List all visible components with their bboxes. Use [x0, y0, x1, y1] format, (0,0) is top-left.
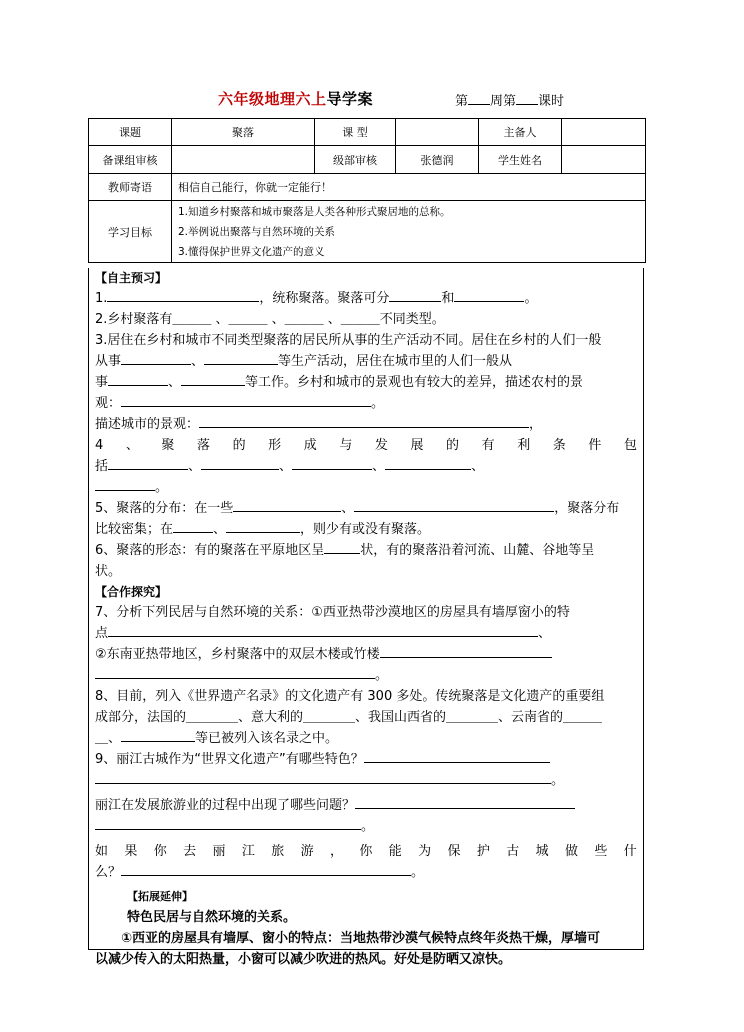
- q9-text: 丽江在发展旅游业的过程中出现了哪些问题？: [95, 798, 356, 813]
- q9-blank-2[interactable]: [95, 770, 551, 784]
- section-preview-heading: 【自主预习】: [95, 271, 168, 285]
- q4-sep: 、: [372, 459, 386, 474]
- q9-blank-3[interactable]: [355, 795, 575, 809]
- q5-blank-4[interactable]: [226, 519, 300, 533]
- q5-blank-1[interactable]: [233, 498, 341, 512]
- question-3-line-2: [95, 351, 637, 372]
- q9-char: 如: [95, 844, 109, 859]
- question-8-line-2: 成部分，法国的＿＿＿＿、意大利的＿＿＿＿、我国山西省的＿＿＿＿、云南省的＿＿＿: [95, 710, 603, 725]
- q9-char: 保: [447, 844, 461, 859]
- q1-text: ，统称聚落。聚落可分: [259, 291, 390, 306]
- goal-item: 1.知道乡村聚落和城市聚落是人类各种形式聚居地的总称。: [178, 205, 451, 218]
- q9-char: 护: [476, 844, 490, 859]
- goals-list: [172, 201, 646, 263]
- title-text: [218, 88, 373, 109]
- q9-char: 什: [623, 844, 637, 859]
- student-name-label: 学生姓名: [479, 146, 562, 174]
- goals-label: 学习目标: [89, 201, 172, 263]
- question-7-line-4: [95, 665, 637, 686]
- q1-end: 。: [524, 291, 538, 306]
- q4-char: 聚: [161, 438, 175, 453]
- teacher-note-value: 相信自己能行，你就一定能行！: [172, 174, 646, 201]
- question-3-line-3: [95, 372, 637, 393]
- q9-char: 城: [535, 844, 549, 859]
- question-4-line-1: [95, 435, 637, 456]
- question-6-line-1: [95, 540, 637, 561]
- q8-text: 等已被列入该名录之中。: [195, 731, 339, 746]
- q1-blank-1[interactable]: [107, 288, 259, 302]
- question-1: [95, 288, 637, 309]
- q4-char: 的: [446, 438, 460, 453]
- question-9-line-3: [95, 795, 637, 816]
- grade-review-value: 张德润: [396, 146, 479, 174]
- question-3-line-4: [95, 393, 637, 414]
- goal-item: 2.举例说出聚落与自然环境的关系: [178, 225, 336, 238]
- q3-text: 等生产活动，居住在城市里的人们一般从: [278, 354, 513, 369]
- q7-blank-3[interactable]: [95, 665, 375, 679]
- q5-blank-2[interactable]: [354, 498, 554, 512]
- q3-text: 等工作。乡村和城市的景观也有较大的差异，描述农村的景: [245, 375, 584, 390]
- q9-text: 9、丽江古城作为“世界文化遗产”有哪些特色？: [95, 752, 364, 767]
- q4-char: 的: [232, 438, 246, 453]
- section-extension-heading: 【拓展延伸】: [127, 890, 193, 903]
- question-2: 2.乡村聚落有＿＿＿ 、＿＿＿ 、＿＿＿ 、＿＿＿不同类型。: [95, 312, 445, 327]
- q1-and: 和: [441, 291, 455, 306]
- q9-text: 么？: [95, 865, 122, 880]
- question-5-line-1: [95, 498, 637, 519]
- q9-char: 丽: [212, 844, 226, 859]
- q9-end: 。: [551, 773, 565, 788]
- q4-char: 条: [552, 438, 566, 453]
- q9-blank-5[interactable]: [121, 862, 411, 876]
- q3-blank-3[interactable]: [108, 372, 168, 386]
- group-review-label: 备课组审核: [89, 146, 172, 174]
- goal-item: 3.懂得保护世界文化遗产的意义: [178, 245, 325, 258]
- q4-end: 。: [155, 480, 169, 495]
- question-9-line-1: [95, 749, 637, 770]
- q9-char: 你: [359, 844, 373, 859]
- q3-blank-1[interactable]: [121, 351, 191, 365]
- q4-char: 与: [339, 438, 353, 453]
- q4-char: 成: [303, 438, 317, 453]
- lesson-type-value[interactable]: [396, 119, 479, 146]
- q3-blank-6[interactable]: [199, 414, 529, 428]
- q3-sep: 、: [168, 375, 182, 390]
- question-7-line-2: [95, 623, 637, 644]
- q3-text: 描述城市的景观：: [95, 417, 200, 432]
- question-9-line-6: [95, 862, 637, 883]
- q3-text: 事: [95, 375, 109, 390]
- question-8-line-1: 8、目前，列入《世界遗产名录》的文化遗产有 300 多处。传统聚落是文化遗产的重要组: [95, 689, 605, 704]
- q5-blank-3[interactable]: [173, 519, 213, 533]
- q4-blank-3[interactable]: [292, 456, 372, 470]
- q4-blank-2[interactable]: [201, 456, 279, 470]
- q3-blank-2[interactable]: [204, 351, 278, 365]
- title-grade: 六年级: [218, 90, 265, 108]
- q4-char: 展: [410, 438, 424, 453]
- q6-blank-1[interactable]: [324, 540, 360, 554]
- teacher-note-label: 教师寄语: [89, 174, 172, 201]
- q9-char: 果: [124, 844, 138, 859]
- question-5-line-2: [95, 519, 637, 540]
- q9-char: 去: [183, 844, 197, 859]
- q7-text: ②东南亚热带地区，乡村聚落中的双层木楼或竹楼: [95, 647, 380, 662]
- q3-end: 。: [371, 396, 385, 411]
- q4-text: 括: [95, 459, 109, 474]
- q3-blank-5[interactable]: [121, 393, 371, 407]
- q3-text: 观：: [95, 396, 122, 411]
- table-row: [89, 201, 646, 263]
- q9-char: ，: [330, 844, 344, 859]
- section-explore-heading: 【合作探究】: [95, 585, 168, 599]
- q4-blank-4[interactable]: [385, 456, 471, 470]
- q3-text: 从事: [95, 354, 122, 369]
- q4-char: 利: [517, 438, 531, 453]
- title-doc: 导学案: [326, 90, 374, 108]
- q4-char: 包: [623, 438, 637, 453]
- q4-char: 有: [481, 438, 495, 453]
- topic-value: 聚落: [172, 119, 315, 146]
- lesson-type-label: 课 型: [315, 119, 396, 146]
- q7-blank-1[interactable]: [108, 623, 538, 637]
- question-4-line-3: [95, 477, 637, 498]
- week-label-b: 周第: [490, 94, 517, 109]
- q7-sep: 、: [538, 626, 552, 641]
- preparer-value[interactable]: [562, 119, 646, 146]
- q8-blank-1[interactable]: [121, 728, 195, 742]
- q6-text: 6、聚落的形态：有的聚落在平原地区呈: [95, 543, 325, 558]
- q9-char: 为: [418, 844, 432, 859]
- q3-end: ，: [529, 417, 543, 432]
- q1-blank-3[interactable]: [454, 288, 524, 302]
- q9-end: 。: [361, 819, 375, 834]
- q5-sep: 、: [213, 522, 227, 537]
- group-review-value[interactable]: [172, 146, 315, 174]
- week-lesson: [455, 90, 564, 109]
- q7-blank-2[interactable]: [380, 644, 552, 658]
- title-subject: 地理六上: [264, 90, 327, 108]
- question-9-line-4: [95, 816, 637, 837]
- q4-char: 落: [197, 438, 211, 453]
- q4-blank-1[interactable]: [108, 456, 188, 470]
- question-7-line-3: [95, 644, 637, 665]
- week-label-c: 课时: [538, 94, 565, 109]
- question-3-line-1: 3.居住在乡村和城市不同类型聚落的居民所从事的生产活动不同。居住在乡村的人们一般: [95, 333, 602, 348]
- q5-text: ，聚落分布: [554, 501, 620, 516]
- q4-sep: 、: [188, 459, 202, 474]
- question-4-line-2: [95, 456, 637, 477]
- q4-char: 发: [374, 438, 388, 453]
- q9-blank-1[interactable]: [364, 749, 550, 763]
- extension-line-2: ①西亚的房屋具有墙厚、窗小的特点：当地热带沙漠气候特点终年炎热干燥，厚墙可: [121, 931, 601, 946]
- week-label-a: 第: [455, 94, 469, 109]
- q1-num: 1.: [95, 291, 108, 306]
- q4-char: 件: [588, 438, 602, 453]
- question-3-line-5: [95, 414, 637, 435]
- question-7-line-1: 7、分析下列民居与自然环境的关系：①西亚热带沙漠地区的房屋具有墙厚窗小的特: [95, 605, 570, 620]
- week-blank[interactable]: [468, 92, 490, 105]
- question-9-line-5: [95, 841, 637, 862]
- q4-blank-5[interactable]: [95, 477, 155, 491]
- q9-char: 江: [241, 844, 255, 859]
- extension-line-3: 以减少传入的太阳热量，小窗可以减少吹进的热风。好处是防晒又凉快。: [95, 952, 512, 967]
- q5-sep: 、: [341, 501, 355, 516]
- q3-sep: 、: [191, 354, 205, 369]
- q4-sep: 、: [471, 459, 485, 474]
- q6-text: 状，有的聚落沿着河流、山麓、谷地等呈: [360, 543, 595, 558]
- q8-text: ＿、: [95, 731, 122, 746]
- q4-sep: 、: [279, 459, 293, 474]
- q7-text: 点: [95, 626, 109, 641]
- topic-label: 课题: [89, 119, 172, 146]
- extension-line-1: 特色民居与自然环境的关系。: [127, 910, 297, 925]
- q7-end: 。: [375, 668, 389, 683]
- page-title: [0, 88, 744, 112]
- q5-text: ，则少有或没有聚落。: [300, 522, 431, 537]
- student-name-value[interactable]: [562, 146, 646, 174]
- q9-char: 能: [388, 844, 402, 859]
- q5-text: 5、聚落的分布：在一些: [95, 501, 234, 516]
- q9-char: 你: [153, 844, 167, 859]
- q9-char: 古: [506, 844, 520, 859]
- worksheet-body: [88, 268, 644, 967]
- q9-char: 些: [594, 844, 608, 859]
- q4-char: 形: [268, 438, 282, 453]
- question-9-line-2: [95, 770, 637, 791]
- table-row: [89, 146, 646, 174]
- table-row: [89, 119, 646, 146]
- q3-blank-4[interactable]: [181, 372, 245, 386]
- table-row: [89, 174, 646, 201]
- grade-review-label: 级部审核: [315, 146, 396, 174]
- info-table: [88, 118, 646, 263]
- q5-text: 比较密集；在: [95, 522, 174, 537]
- q1-blank-2[interactable]: [389, 288, 441, 302]
- question-6-line-2: 状。: [95, 564, 122, 579]
- lesson-blank[interactable]: [516, 92, 538, 105]
- q9-end: 。: [411, 865, 425, 880]
- q9-char: 游: [300, 844, 314, 859]
- q4-char: 、: [125, 438, 139, 453]
- q9-blank-4[interactable]: [95, 816, 361, 830]
- preparer-label: 主备人: [479, 119, 562, 146]
- q9-char: 做: [565, 844, 579, 859]
- question-8-line-3: [95, 728, 637, 749]
- q9-char: 旅: [271, 844, 285, 859]
- q4-char: 4: [95, 438, 104, 453]
